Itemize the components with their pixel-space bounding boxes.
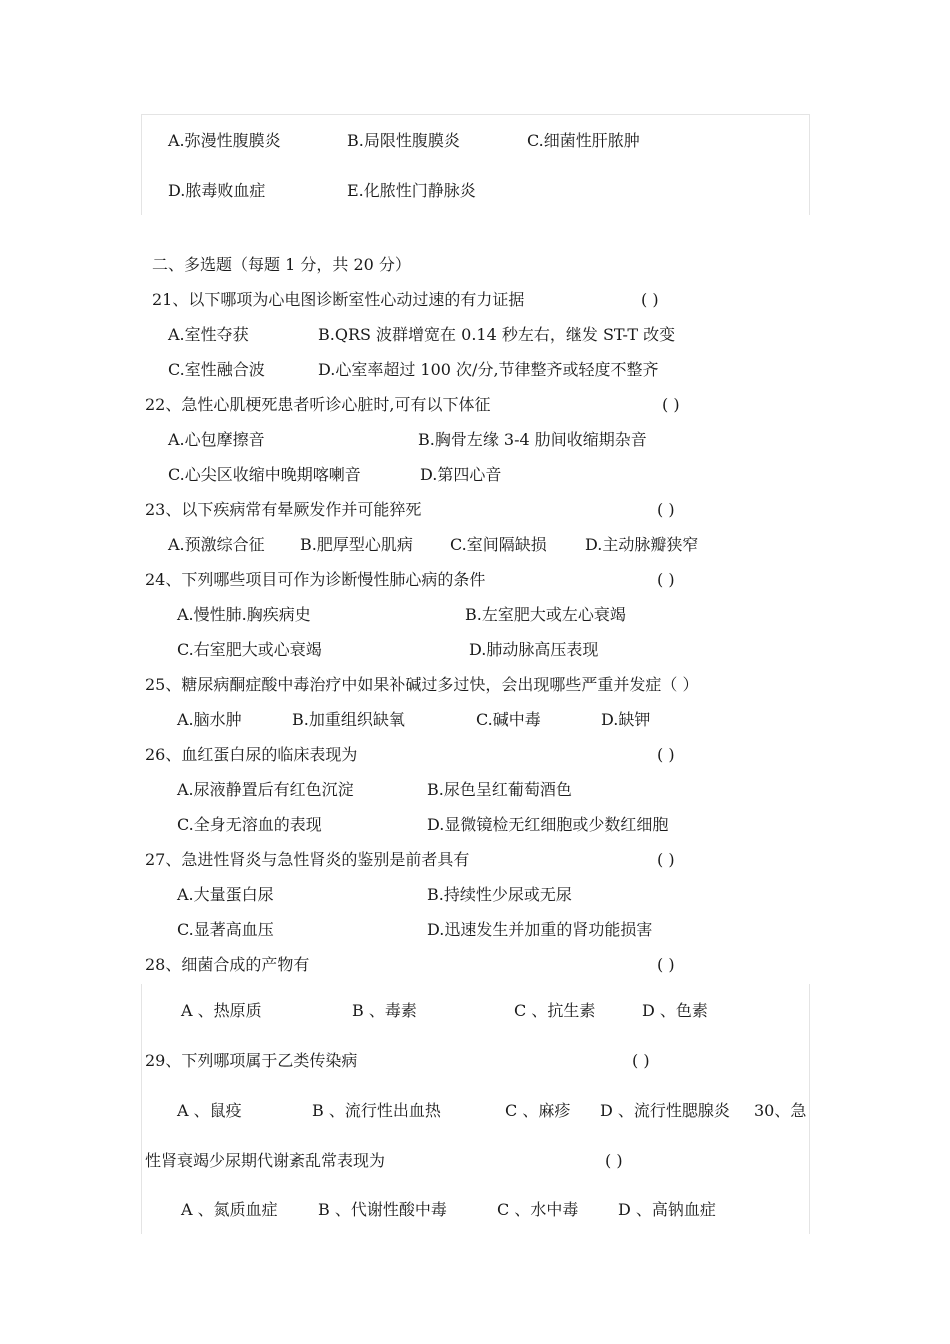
q29-stem: 29、下列哪项属于乙类传染病 [145, 1051, 358, 1070]
q29-answer-paren: ( ) [632, 1051, 650, 1070]
q24-option-d: D.肺动脉高压表现 [469, 640, 599, 659]
q30-option-b: B 、代谢性酸中毒 [318, 1200, 447, 1219]
q26-stem: 26、血红蛋白尿的临床表现为 [145, 745, 358, 764]
top-option-c: C.细菌性肝脓肿 [527, 131, 640, 150]
q25-option-b: B.加重组织缺氧 [292, 710, 405, 729]
q23-answer-paren: ( ) [657, 500, 675, 519]
q21-option-a: A.室性夺获 [168, 325, 249, 344]
q30-stem-part2: 性肾衰竭少尿期代谢紊乱常表现为 [145, 1151, 386, 1170]
q22-answer-paren: ( ) [662, 395, 680, 414]
q23-option-d: D.主动脉瓣狭窄 [585, 535, 699, 554]
q27-answer-paren: ( ) [657, 850, 675, 869]
section-title: 二、多选题（每题 1 分，共 20 分） [152, 255, 411, 274]
q25-option-c: C.碱中毒 [476, 710, 541, 729]
q29-option-d: D 、流行性腮腺炎 [600, 1101, 730, 1120]
q26-option-b: B.尿色呈红葡萄酒色 [427, 780, 572, 799]
q23-option-a: A.预激综合征 [168, 535, 265, 554]
q23-option-c: C.室间隔缺损 [450, 535, 547, 554]
q21-option-c: C.室性融合波 [168, 360, 265, 379]
q23-option-b: B.肥厚型心肌病 [300, 535, 413, 554]
q30-option-a: A 、氮质血症 [181, 1200, 278, 1219]
q29-option-a: A 、鼠疫 [177, 1101, 242, 1120]
q28-option-a: A 、热原质 [181, 1001, 262, 1020]
q22-option-c: C.心尖区收缩中晚期喀喇音 [168, 465, 361, 484]
q29-option-b: B 、流行性出血热 [312, 1101, 441, 1120]
q29-option-c: C 、麻疹 [505, 1101, 571, 1120]
q30-answer-paren: ( ) [605, 1151, 623, 1170]
q21-option-b: B.QRS 波群增宽在 0.14 秒左右，继发 ST-T 改变 [318, 325, 676, 344]
top-option-b: B.局限性腹膜炎 [347, 131, 460, 150]
q21-answer-paren: ( ) [641, 290, 659, 309]
q30-stem-part1: 30、急 [754, 1101, 807, 1120]
q26-option-d: D.显微镜检无红细胞或少数红细胞 [427, 815, 669, 834]
q28-option-c: C 、抗生素 [514, 1001, 596, 1020]
q26-answer-paren: ( ) [657, 745, 675, 764]
q27-option-b: B.持续性少尿或无尿 [427, 885, 572, 904]
q27-option-a: A.大量蛋白尿 [177, 885, 274, 904]
q25-option-a: A.脑水肿 [177, 710, 242, 729]
q26-option-c: C.全身无溶血的表现 [177, 815, 322, 834]
q27-stem: 27、急进性肾炎与急性肾炎的鉴别是前者具有 [145, 850, 470, 869]
q24-stem: 24、下列哪些项目可作为诊断慢性肺心病的条件 [145, 570, 486, 589]
q22-option-a: A.心包摩擦音 [168, 430, 265, 449]
q22-stem: 22、急性心肌梗死患者听诊心脏时,可有以下体征 [145, 395, 491, 414]
q21-stem: 21、以下哪项为心电图诊断室性心动过速的有力证据 [152, 290, 525, 309]
q28-option-b: B 、毒素 [352, 1001, 417, 1020]
q25-stem: 25、糖尿病酮症酸中毒治疗中如果补碱过多过快，会出现哪些严重并发症（ ） [145, 675, 699, 694]
q22-option-b: B.胸骨左缘 3-4 肋间收缩期杂音 [418, 430, 647, 449]
q28-answer-paren: ( ) [657, 955, 675, 974]
q24-option-a: A.慢性肺.胸疾病史 [177, 605, 311, 624]
q24-option-c: C.右室肥大或心衰竭 [177, 640, 322, 659]
q27-option-c: C.显著高血压 [177, 920, 274, 939]
top-option-e: E.化脓性门静脉炎 [347, 181, 476, 200]
q24-answer-paren: ( ) [657, 570, 675, 589]
top-option-a: A.弥漫性腹膜炎 [168, 131, 281, 150]
q30-option-c: C 、水中毒 [497, 1200, 579, 1219]
q28-option-d: D 、色素 [642, 1001, 708, 1020]
q30-option-d: D 、高钠血症 [618, 1200, 716, 1219]
q25-option-d: D.缺钾 [601, 710, 651, 729]
top-option-d: D.脓毒败血症 [168, 181, 266, 200]
q24-option-b: B.左室肥大或左心衰竭 [465, 605, 626, 624]
q26-option-a: A.尿液静置后有红色沉淀 [177, 780, 354, 799]
q21-option-d: D.心室率超过 100 次/分,节律整齐或轻度不整齐 [318, 360, 659, 379]
q28-stem: 28、细菌合成的产物有 [145, 955, 310, 974]
q22-option-d: D.第四心音 [420, 465, 502, 484]
q27-option-d: D.迅速发生并加重的肾功能损害 [427, 920, 653, 939]
q23-stem: 23、以下疾病常有晕厥发作并可能猝死 [145, 500, 422, 519]
